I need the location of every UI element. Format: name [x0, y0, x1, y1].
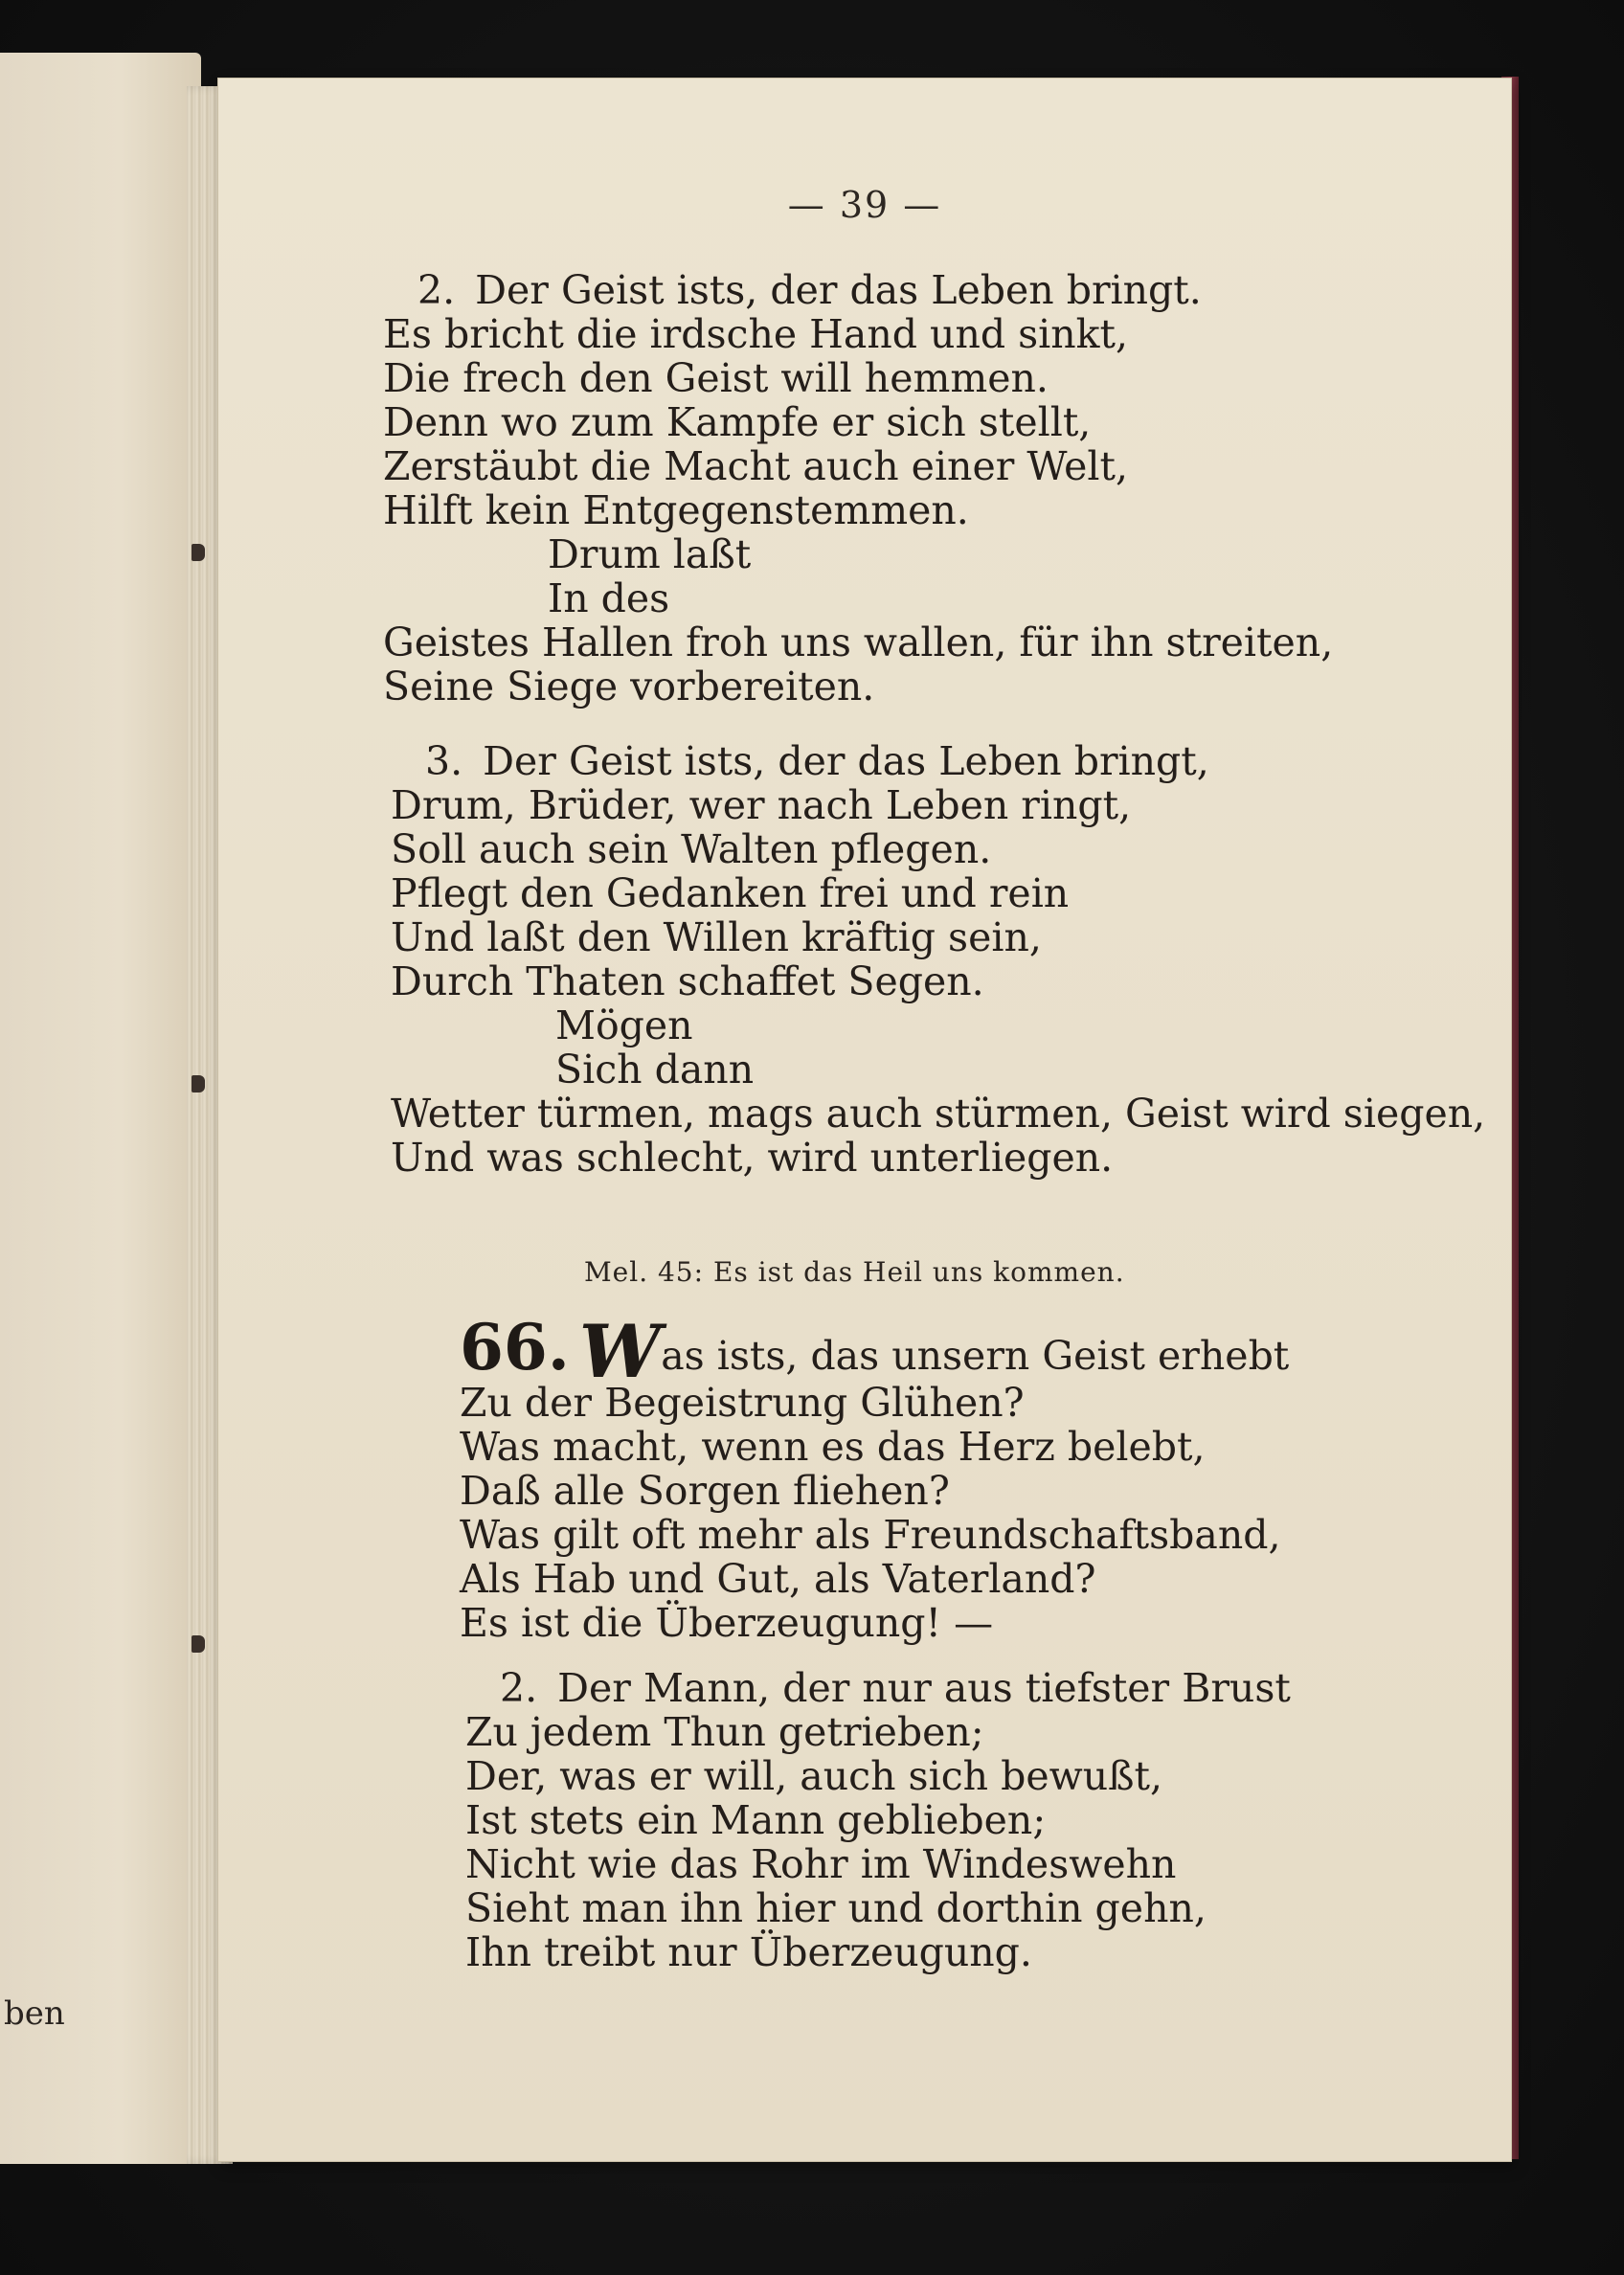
verse-line: Denn wo zum Kampfe er sich stellt,: [383, 399, 1092, 445]
verse-line: Daß alle Sorgen fliehen?: [460, 1468, 950, 1514]
verse-line: Hilft kein Entgegenstemmen.: [383, 487, 969, 533]
verse-65-3: [391, 739, 1485, 1180]
gutter-mark: [192, 544, 205, 561]
song-66: [460, 1309, 1290, 1646]
verse-line: Es ist die Überzeugung! —: [460, 1600, 994, 1646]
gutter-mark: [192, 1075, 205, 1092]
drop-capital: W: [578, 1309, 662, 1394]
verse-line: Soll auch sein Walten pflegen.: [391, 826, 992, 872]
verse-line: Und laßt den Willen kräftig sein,: [391, 914, 1042, 960]
verse-line: Zerstäubt die Macht auch einer Welt,: [383, 443, 1129, 489]
song-number: 66.: [460, 1310, 570, 1385]
verse-line: Sieht man ihn hier und dorthin gehn,: [465, 1885, 1207, 1931]
verse-line: Ihn treibt nur Überzeugung.: [465, 1929, 1032, 1975]
refrain-line: Drum laßt: [548, 531, 752, 577]
verse-line-text: as ists, das unsern Geist erhebt: [661, 1333, 1290, 1379]
verse-66-2: [465, 1666, 1291, 1974]
verse-line: Ist stets ein Mann geblieben;: [465, 1797, 1047, 1843]
verse-line: Was gilt oft mehr als Freundschaftsband,: [460, 1512, 1281, 1558]
verse-line: Drum, Brüder, wer nach Leben ringt,: [391, 782, 1132, 828]
verse-line: [391, 739, 1485, 783]
verse-line: [465, 1666, 1291, 1710]
page-number: — 39 —: [787, 184, 942, 226]
verse-line: Der, was er will, auch sich bewußt,: [465, 1753, 1163, 1799]
verse-line-text: Der Mann, der nur aus tiefster Brust: [557, 1665, 1291, 1711]
verse-65-2: [383, 268, 1333, 709]
refrain-line: Seine Siege vorbereiten.: [383, 664, 875, 710]
verse-line: Nicht wie das Rohr im Windeswehn: [465, 1841, 1177, 1887]
verse-line: Zu der Begeistrung Glühen?: [460, 1380, 1025, 1426]
verse-line-text: Der Geist ists, der das Leben bringt.: [475, 267, 1202, 313]
refrain-line: Mögen: [555, 1002, 693, 1048]
refrain-line: Und was schlecht, wird unterliegen.: [391, 1135, 1114, 1181]
song-66-first-line: [460, 1309, 1290, 1394]
refrain-line: In des: [548, 575, 670, 621]
verse-line: Was macht, wenn es das Herz belebt,: [460, 1424, 1206, 1470]
verse-line-text: Der Geist ists, der das Leben bringt,: [483, 738, 1209, 784]
verse-line: [383, 268, 1333, 312]
verse-line: Pflegt den Gedanken frei und rein: [391, 870, 1070, 916]
verse-number: 2.: [417, 267, 456, 313]
gutter-mark: [192, 1635, 205, 1653]
verse-line: Es bricht die irdsche Hand und sinkt,: [383, 311, 1129, 357]
verse-line: Durch Thaten schaffet Segen.: [391, 958, 984, 1004]
right-page: [218, 79, 1511, 2161]
verse-number: 3.: [425, 738, 463, 784]
left-page-edge-text: ben: [4, 1994, 65, 2033]
refrain-line: Sich dann: [555, 1047, 755, 1092]
verse-number: 2.: [500, 1665, 538, 1711]
left-page: [0, 53, 201, 2164]
verse-line: Als Hab und Gut, als Vaterland?: [460, 1556, 1096, 1602]
refrain-line: Geistes Hallen froh uns wallen, für ihn streiten,: [383, 619, 1334, 665]
verse-line: Die frech den Geist will hemmen.: [383, 355, 1049, 401]
melody-note: Mel. 45: Es ist das Heil uns kommen.: [584, 1256, 1125, 1288]
verse-line: Zu jedem Thun getrieben;: [465, 1709, 984, 1755]
refrain-line: Wetter türmen, mags auch stürmen, Geist wird siegen,: [391, 1091, 1486, 1137]
